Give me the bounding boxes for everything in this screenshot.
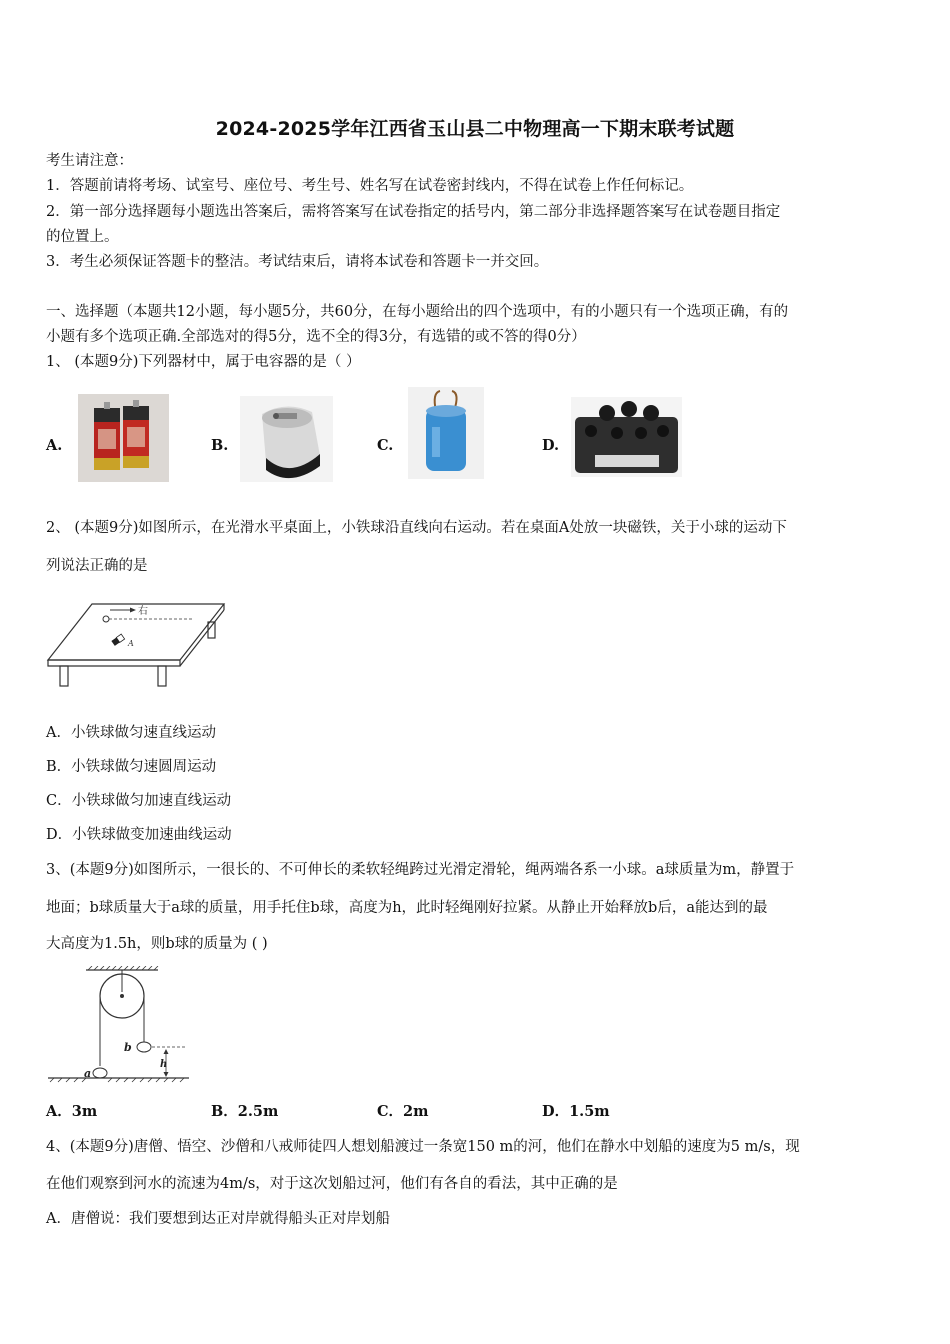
q1-option-c-label: C. bbox=[377, 437, 394, 454]
section-heading-line: 小题有多个选项正确.全部选对的得5分，选不全的得3分，有选错的或不答的得0分） bbox=[46, 329, 586, 345]
q1-option-b-label: B. bbox=[211, 437, 229, 454]
q1-option-d-label: D. bbox=[542, 437, 560, 454]
q2-option-b: B．小铁球做匀速圆周运动 bbox=[46, 759, 217, 775]
q1-option-a-label: A. bbox=[46, 437, 63, 454]
q3-option-c: C．2m bbox=[377, 1103, 429, 1120]
question-3-line: 3、(本题9分)如图所示，一很长的、不可伸长的柔软轻绳跨过光滑定滑轮，绳两端各系一小球。a球质量为m，静置于 bbox=[46, 862, 795, 878]
pulley-figure bbox=[46, 966, 191, 1084]
figure-ball-b-label: b bbox=[124, 1041, 132, 1054]
question-2-line: 2、 (本题9分)如图所示，在光滑水平桌面上，小铁球沿直线向右运动。若在桌面A处放一块磁铁，关于小球的运动下 bbox=[46, 520, 787, 536]
figure-ball-a-label: a bbox=[84, 1067, 92, 1080]
q2-option-c: C．小铁球做匀加速直线运动 bbox=[46, 793, 232, 809]
notice-item: 2．第一部分选择题每小题选出答案后，需将答案写在试卷指定的括号内，第二部分非选择题答案写在试卷题目指定 bbox=[46, 204, 781, 220]
resistance-box-image bbox=[571, 397, 682, 477]
q4-option-a: A．唐僧说：我们要想到达正对岸就得船头正对岸划船 bbox=[46, 1211, 390, 1227]
question-2-line: 列说法正确的是 bbox=[46, 558, 148, 574]
section-heading-line: 一、选择题（本题共12小题，每小题5分，共60分，在每小题给出的四个选项中，有的小题只有一个选项正确，有的 bbox=[46, 304, 789, 320]
question-1-stem: 1、 (本题9分)下列器材中，属于电容器的是（ ） bbox=[46, 354, 361, 370]
figure-arrow-label: 右 bbox=[138, 606, 148, 617]
notice-item: 1．答题前请将考场、试室号、座位号、考生号、姓名写在试卷密封线内，不得在试卷上作任何标记。 bbox=[46, 178, 694, 194]
q2-option-a: A．小铁球做匀速直线运动 bbox=[46, 725, 216, 741]
notice-heading: 考生请注意： bbox=[46, 153, 133, 169]
notice-item: 的位置上。 bbox=[46, 229, 119, 245]
q2-option-d: D．小铁球做变加速曲线运动 bbox=[46, 827, 232, 843]
variable-capacitor-image bbox=[240, 396, 333, 482]
page-title: 2024-2025学年江西省玉山县二中物理高一下期末联考试题 bbox=[215, 118, 735, 140]
figure-point-label: A bbox=[128, 639, 134, 648]
battery-image bbox=[78, 394, 169, 482]
question-3-line: 地面；b球质量大于a球的质量，用手托住b球，高度为h，此时轻绳刚好拉紧。从静止开始释放b后，a能达到的最 bbox=[46, 900, 768, 916]
table-magnet-figure bbox=[46, 598, 230, 690]
figure-height-label: h bbox=[160, 1059, 168, 1070]
q3-option-b: B．2.5m bbox=[211, 1103, 279, 1120]
capacitor-image bbox=[408, 387, 484, 479]
notice-item: 3．考生必须保证答题卡的整洁。考试结束后，请将本试卷和答题卡一并交回。 bbox=[46, 254, 549, 270]
question-3-line: 大高度为1.5h，则b球的质量为 ( ) bbox=[46, 936, 268, 952]
q3-option-a: A．3m bbox=[46, 1103, 98, 1120]
question-4-line: 在他们观察到河水的流速为4m/s，对于这次划船过河，他们有各自的看法，其中正确的是 bbox=[46, 1176, 618, 1192]
question-4-line: 4、(本题9分)唐僧、悟空、沙僧和八戒师徒四人想划船渡过一条宽150 m的河，他们在静水中划船的速度为5 m/s，现 bbox=[46, 1139, 800, 1155]
q3-option-d: D．1.5m bbox=[542, 1103, 610, 1120]
